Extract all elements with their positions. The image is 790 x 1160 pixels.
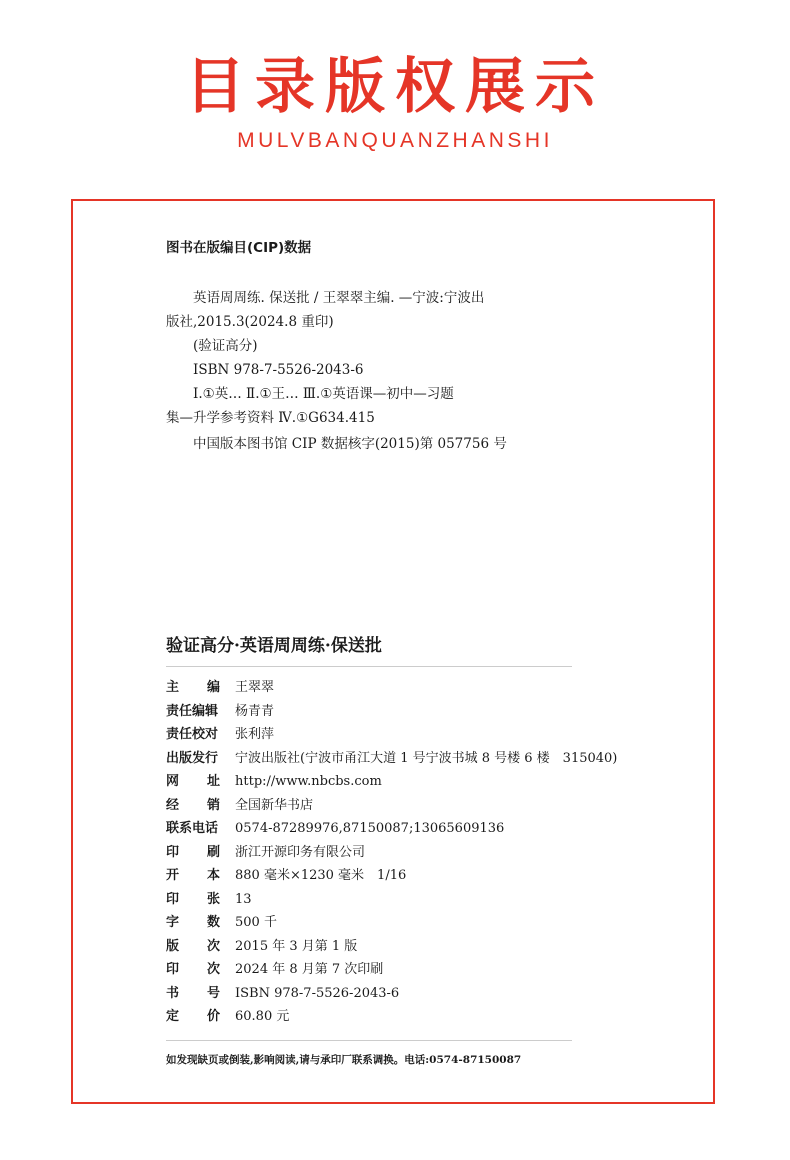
info-label: 字 数 xyxy=(166,915,220,930)
info-label: 开 本 xyxy=(166,868,220,883)
footer-note: 如发现缺页或倒装,影响阅读,请与承印厂联系调换。电话:0574-87150087 xyxy=(166,1054,522,1066)
info-label: 网 址 xyxy=(166,774,220,789)
divider-top xyxy=(166,666,572,667)
info-value: 王翠翠 xyxy=(235,680,275,695)
info-value: 880 毫米×1230 毫米 1/16 xyxy=(235,868,407,883)
info-label: 定 价 xyxy=(166,1009,220,1024)
info-value: 2015 年 3 月第 1 版 xyxy=(235,938,358,954)
info-label: 印 刷 xyxy=(166,844,220,860)
cip-line: 中国版本图书馆 CIP 数据核字(2015)第 057756 号 xyxy=(193,436,507,452)
info-value: 全国新华书店 xyxy=(235,797,314,813)
cip-line: Ⅰ.①英… Ⅱ.①王… Ⅲ.①英语课—初中—习题 xyxy=(193,386,454,402)
info-value: 500 千 xyxy=(235,915,277,930)
page-subtitle: MULVBANQUANZHANSHI xyxy=(237,129,553,152)
cip-line: 英语周周练. 保送批 / 王翠翠主编. —宁波:宁波出 xyxy=(193,290,485,306)
info-value: ISBN 978-7-5526-2043-6 xyxy=(235,985,400,1001)
info-value: 张利萍 xyxy=(235,727,275,742)
info-value: http://www.nbcbs.com xyxy=(235,774,382,789)
info-value: 宁波出版社(宁波市甬江大道 1 号宁波书城 8 号楼 6 楼 315040) xyxy=(235,750,618,766)
info-value: 60.80 元 xyxy=(235,1009,290,1024)
info-label: 印 张 xyxy=(166,891,220,907)
info-label: 印 次 xyxy=(166,962,220,977)
cip-line: (验证高分) xyxy=(193,338,258,354)
info-label: 经 销 xyxy=(166,797,220,813)
info-value: 浙江开源印务有限公司 xyxy=(235,844,366,860)
cip-line: 集—升学参考资料 Ⅳ.①G634.415 xyxy=(166,410,375,426)
info-label: 联系电话 xyxy=(166,821,219,836)
info-label: 责任编辑 xyxy=(166,703,219,719)
info-label: 书 号 xyxy=(166,985,220,1001)
book-title: 验证高分·英语周周练·保送批 xyxy=(166,636,382,656)
info-value: 13 xyxy=(235,891,252,907)
info-value: 杨青青 xyxy=(235,703,275,719)
info-value: 2024 年 8 月第 7 次印刷 xyxy=(235,962,384,977)
cip-line: 版社,2015.3(2024.8 重印) xyxy=(166,314,334,330)
info-label: 出版发行 xyxy=(166,750,219,766)
divider-bottom xyxy=(166,1040,572,1041)
page-title: 目录版权展示 xyxy=(185,52,605,122)
info-label: 主 编 xyxy=(166,680,220,695)
info-value: 0574-87289976,87150087;13065609136 xyxy=(235,821,505,836)
cip-line: ISBN 978-7-5526-2043-6 xyxy=(193,362,364,378)
info-label: 版 次 xyxy=(166,938,220,954)
info-label: 责任校对 xyxy=(166,727,219,742)
cip-heading: 图书在版编目(CIP)数据 xyxy=(166,240,312,256)
